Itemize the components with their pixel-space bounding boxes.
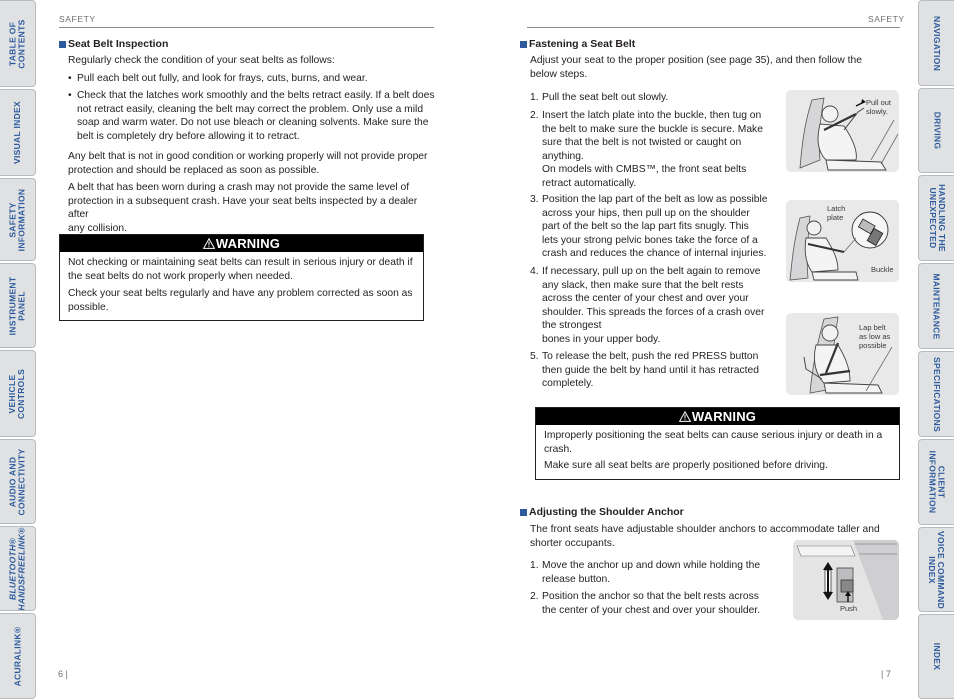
tab-driving[interactable] <box>918 88 954 173</box>
tab-vehicle-controls[interactable] <box>0 350 36 437</box>
tab-label: AUDIO AND CONNECTIVITY <box>7 448 27 515</box>
callout-lap-belt: Lap belt as low as possible <box>859 323 891 350</box>
tab-label: INDEX <box>931 642 942 671</box>
bullet-dot: • <box>68 73 72 84</box>
tab-acuralink[interactable] <box>0 613 36 699</box>
tab-handling-the-unexpected[interactable] <box>918 175 954 261</box>
bullet-line: soap and warm water. Do not use bleach or cleaning solvents. Make sure the <box>77 117 429 129</box>
step-line: lets your strong pelvic bones take the force of a <box>542 234 758 246</box>
bullet-text <box>77 89 437 143</box>
section-square-icon <box>59 41 66 48</box>
inspection-paragraph-2 <box>68 181 436 235</box>
tab-label: SAFETY INFORMATION <box>7 188 27 251</box>
paragraph-line: The front seats have adjustable shoulder anchors to accommodate taller and <box>530 524 880 535</box>
illustration-insert-latch <box>786 200 899 282</box>
section-square-icon <box>520 509 527 516</box>
step-line: the strongest <box>542 320 602 332</box>
tab-label: MAINTENANCE <box>932 272 943 340</box>
warning-line: the seat belts do not work properly when needed. <box>68 270 293 282</box>
tab-bluetooth-handsfreelink[interactable] <box>0 526 36 611</box>
header-rule-left <box>59 27 434 28</box>
bullet-text <box>77 72 437 86</box>
tab-label: ACURALINK® <box>12 626 23 686</box>
step-text <box>542 109 782 191</box>
bullet-line: not retract easily, cleaning the belt may correct the problem. Only use a mild <box>77 103 424 115</box>
step-line: release button. <box>542 573 611 585</box>
warning-line: Not checking or maintaining seat belts can result in serious injury or death if <box>68 257 413 268</box>
tab-maintenance[interactable] <box>918 263 954 349</box>
tab-label: NAVIGATION <box>932 15 943 71</box>
step-line: anything. <box>542 150 584 162</box>
left-tab-column <box>0 0 36 699</box>
warning-paragraph-1 <box>68 256 413 283</box>
step-line: sure that the belt is not twisted or caught on <box>542 137 742 149</box>
right-tab-column <box>918 0 954 699</box>
step-line: crash and reduces the chance of internal injuries. <box>542 248 767 260</box>
header-rule-right <box>527 27 900 28</box>
step-number: 1. <box>530 92 539 103</box>
step-line: retract automatically. <box>542 177 637 189</box>
step-line: the belt to make sure the buckle is secure. Make <box>542 123 763 135</box>
step-line: part of the belt so the lap part fits snugly. This <box>542 221 749 233</box>
warning-title: WARNING <box>215 236 281 251</box>
running-header-right: SAFETY <box>868 14 905 24</box>
tab-label: VOICE COMMAND INDEX <box>927 530 947 609</box>
step-number: 3. <box>530 194 539 205</box>
tab-visual-index[interactable] <box>0 89 36 176</box>
step-line: Position the lap part of the belt as low as possible <box>542 194 768 205</box>
warning-box-inspection <box>59 234 424 321</box>
warning-box-fastening <box>535 407 900 480</box>
warning-header <box>60 235 423 252</box>
tab-table-of-contents[interactable] <box>0 0 36 87</box>
warning-triangle-icon <box>679 411 691 422</box>
step-number: 4. <box>530 266 539 277</box>
step-line: across your hips, then pull up on the shoulder <box>542 207 750 219</box>
tab-audio-and-connectivity[interactable] <box>0 439 36 524</box>
illustration-pull-belt <box>786 90 899 172</box>
inspection-paragraph-1 <box>68 150 436 177</box>
paragraph-line: protection and should be replaced as soon as possible. <box>68 164 320 176</box>
step-line: any slack, then make sure that the belt rests <box>542 279 744 291</box>
section-title-text: Fastening a Seat Belt <box>529 38 636 50</box>
warning-title: WARNING <box>691 409 757 424</box>
tab-voice-command-index[interactable] <box>918 527 954 612</box>
step-text <box>542 91 782 105</box>
warning-paragraph-2 <box>544 459 828 473</box>
paragraph-line: protection in a subsequent crash. Have your seat belts inspected by a dealer after <box>68 195 418 221</box>
tab-label: SPECIFICATIONS <box>932 356 943 432</box>
tab-label: TABLE OF CONTENTS <box>7 18 27 69</box>
tab-label: CLIENT INFORMATION <box>927 450 947 514</box>
step-text <box>542 350 782 391</box>
step-line: then guide the belt by hand until it has retracted <box>542 364 759 376</box>
callout-push: Push <box>840 604 858 613</box>
paragraph-line: A belt that has been worn during a crash may not provide the same level of <box>68 182 410 193</box>
section-title-shoulder-anchor <box>520 506 684 519</box>
section-title-seat-belt-inspection <box>59 38 168 51</box>
tab-label: DRIVING <box>932 111 942 150</box>
callout-latch-plate: Latch plate <box>827 204 846 222</box>
step-line: bones in your upper body. <box>542 333 661 345</box>
tab-instrument-panel[interactable] <box>0 263 36 348</box>
bullet-line: Pull each belt out fully, and look for frays, cuts, burns, and wear. <box>77 73 368 84</box>
tab-specifications[interactable] <box>918 351 954 437</box>
warning-header <box>536 408 899 425</box>
step-text <box>542 193 782 261</box>
page-number-left: 6 | <box>58 669 68 679</box>
paragraph-line: below steps. <box>530 68 588 80</box>
bullet-line: belt is completely dry before allowing it to retract. <box>77 130 300 142</box>
warning-line: Make sure all seat belts are properly positioned before driving. <box>544 460 828 471</box>
step-line: Insert the latch plate into the buckle, then tug on <box>542 110 762 121</box>
section-title-text: Seat Belt Inspection <box>68 38 169 50</box>
inspection-intro: Regularly check the condition of your seat belts as follows: <box>68 55 335 66</box>
callout-pull-out: Pull out slowly. <box>866 98 892 116</box>
paragraph-line: any collision. <box>68 222 127 234</box>
section-square-icon <box>520 41 527 48</box>
section-title-text: Adjusting the Shoulder Anchor <box>529 506 684 518</box>
tab-safety-information[interactable] <box>0 178 36 261</box>
step-line: Pull the seat belt out slowly. <box>542 92 669 103</box>
step-number: 2. <box>530 110 539 121</box>
tab-label: INSTRUMENT PANEL <box>7 276 27 335</box>
paragraph-line: Any belt that is not in good condition or working properly will not provide proper <box>68 151 428 162</box>
tab-label: BLUETOOTH® HANDSFREELINK® <box>7 526 27 611</box>
illustration-lap-belt <box>786 313 899 395</box>
section-title-fastening <box>520 38 635 51</box>
bullet-dot: • <box>68 90 72 101</box>
tab-label: HANDLING THE UNEXPECTED <box>927 184 947 252</box>
tab-label: VEHICLE CONTROLS <box>7 368 27 419</box>
step-number: 5. <box>530 351 539 362</box>
step-line: shoulder. This spreads the forces of a crash over <box>542 306 765 318</box>
step-number: 1. <box>530 560 539 571</box>
step-line: On models with CMBS™, the front seat belts <box>542 164 747 176</box>
warning-paragraph-1 <box>544 429 882 456</box>
paragraph-line: Adjust your seat to the proper position (see page 35), and then follow the <box>530 55 862 66</box>
step-line: the center of your chest and over your shoulder. <box>542 604 761 616</box>
step-line: If necessary, pull up on the belt again to remove <box>542 266 761 277</box>
step-text <box>542 559 782 586</box>
step-text <box>542 590 782 617</box>
tab-index[interactable] <box>918 614 954 699</box>
step-line: Position the anchor so that the belt rests across <box>542 591 759 602</box>
tab-label: VISUAL INDEX <box>12 101 22 164</box>
tab-navigation[interactable] <box>918 0 954 86</box>
paragraph-line: shorter occupants. <box>530 537 615 549</box>
bullet-line: Check that the latches work smoothly and the belts retract easily. If a belt does <box>77 90 435 101</box>
running-header-left: SAFETY <box>59 14 96 24</box>
warning-line: possible. <box>68 301 109 313</box>
tab-client-information[interactable] <box>918 439 954 525</box>
warning-line: crash. <box>544 443 573 455</box>
step-line: To release the belt, push the red PRESS button <box>542 351 759 362</box>
step-number: 2. <box>530 591 539 602</box>
fastening-intro <box>530 54 880 81</box>
page-number-right: | 7 <box>881 669 891 679</box>
warning-paragraph-2 <box>68 287 413 314</box>
step-line: across the center of your chest and over your <box>542 293 749 305</box>
step-line: Move the anchor up and down while holding the <box>542 560 761 571</box>
warning-triangle-icon <box>203 238 215 249</box>
illustration-shoulder-anchor <box>793 540 899 620</box>
warning-line: Improperly positioning the seat belts can cause serious injury or death in a <box>544 430 883 441</box>
step-text <box>542 265 782 347</box>
step-line: completely. <box>542 378 594 390</box>
warning-line: Check your seat belts regularly and have any problem corrected as soon as <box>68 288 413 299</box>
callout-buckle: Buckle <box>871 265 894 274</box>
